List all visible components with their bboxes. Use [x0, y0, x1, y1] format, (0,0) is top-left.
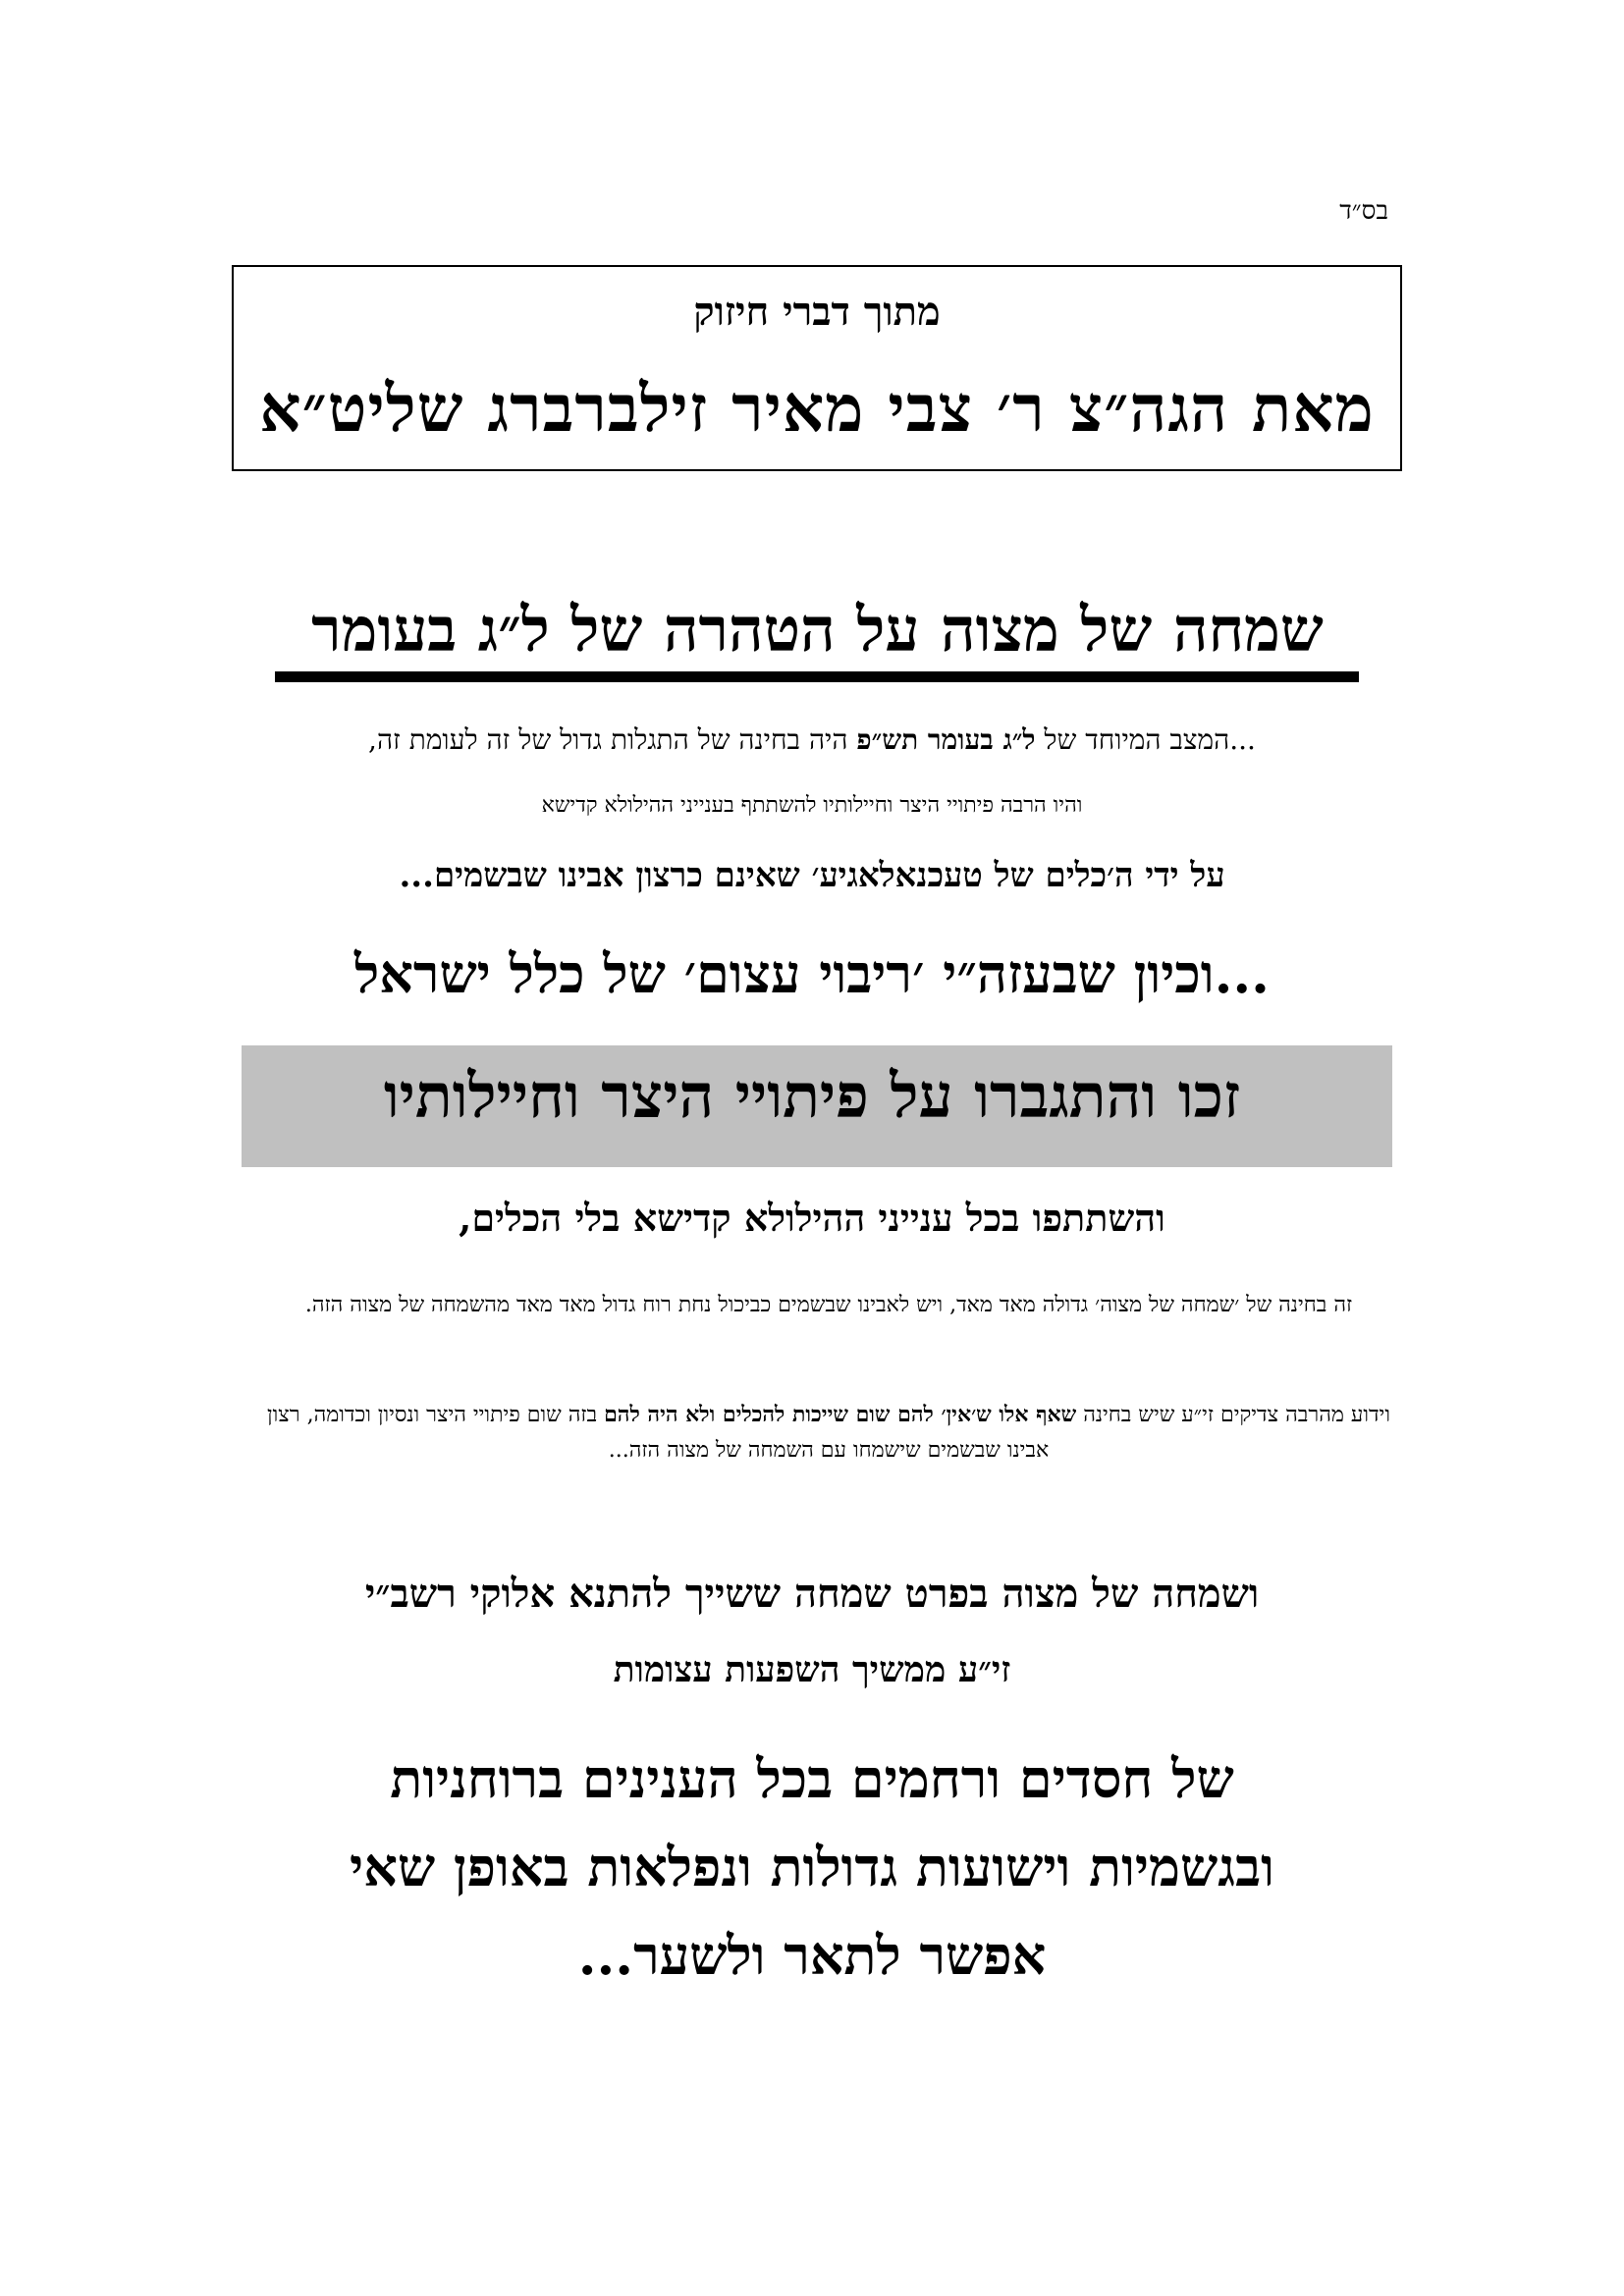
- paragraph-2: [265, 1397, 1392, 1468]
- page-title: שמחה של מצוה על הטהרה של ל״ג בעומר: [311, 594, 1324, 666]
- intro-line-3: על ידי ה׳כלים של טעכנאלאגיע׳ שאינם כרצון אבינו שבשמים...: [399, 856, 1225, 895]
- paragraph-2-bold: שאף אלו ש׳אין׳ להם שום שייכות להכלים ולא היה להם: [604, 1402, 1077, 1427]
- intro-line-1-prefix: ...המצב המיוחד של: [1035, 723, 1256, 756]
- closing-line-4: ובגשמיות וישועות גדולות ונפלאות באופן שאי: [350, 1836, 1274, 1898]
- paragraph-2-part-1: וידוע מהרבה צדיקים זי״ע שיש בחינה: [1076, 1403, 1390, 1427]
- paragraph-2-part-2: בזה שום פיתויי היצר ונסיון וכדומה, רצון אבינו שבשמים שישמחו עם השמחה של מצוה הזה...: [267, 1403, 1050, 1463]
- header-box: [232, 265, 1402, 471]
- highlight-line: זכו והתגברו על פיתויי היצר וחיילותיו: [383, 1060, 1241, 1132]
- intro-line-1-bold: ל״ג בעומר תש״פ: [856, 723, 1036, 756]
- intro-line-2: והיו הרבה פיתויי היצר וחיילותיו להשתתף בענייני ההילולא קדישא: [541, 793, 1083, 818]
- closing-line-1: ושמחה של מצוה בפרט שמחה ששייך להתנא אלוקי רשב״י: [364, 1571, 1260, 1617]
- title-underline: [275, 671, 1359, 682]
- closing-line-3: של חסדים ורחמים בכל הענינים ברוחניות: [390, 1747, 1234, 1810]
- closing-line-5: אפשר לתאר ולשער...: [577, 1924, 1047, 1987]
- header-subtitle: מתוך דברי חיזוק: [693, 289, 941, 335]
- intro-line-1: [196, 723, 1428, 757]
- emphasis-line: ...וכיון שבעזה״י ׳ריבוי עצום׳ של כלל ישראל: [353, 942, 1270, 1005]
- corner-mark: בס״ד: [1339, 196, 1388, 226]
- intro-line-1-suffix: היה בחינה של התגלות גדול של זה לעומת זה,: [368, 723, 857, 756]
- after-highlight-line: והשתתפו בכל ענייני ההילולא קדישא בלי הכלים,: [459, 1196, 1165, 1240]
- paragraph-1: זה בחינה של ׳שמחה של מצוה׳ גדולה מאד מאד, ויש לאבינו שבשמים כביכול נחת רוח גדול מאד מאד מהשמחה של מצוה הזה.: [304, 1293, 1353, 1317]
- header-author: מאת הגה״צ ר׳ צבי מאיר זילברברג שליט״א: [259, 370, 1375, 447]
- closing-line-2: זי״ע ממשיך השפעות עצומות: [613, 1649, 1011, 1690]
